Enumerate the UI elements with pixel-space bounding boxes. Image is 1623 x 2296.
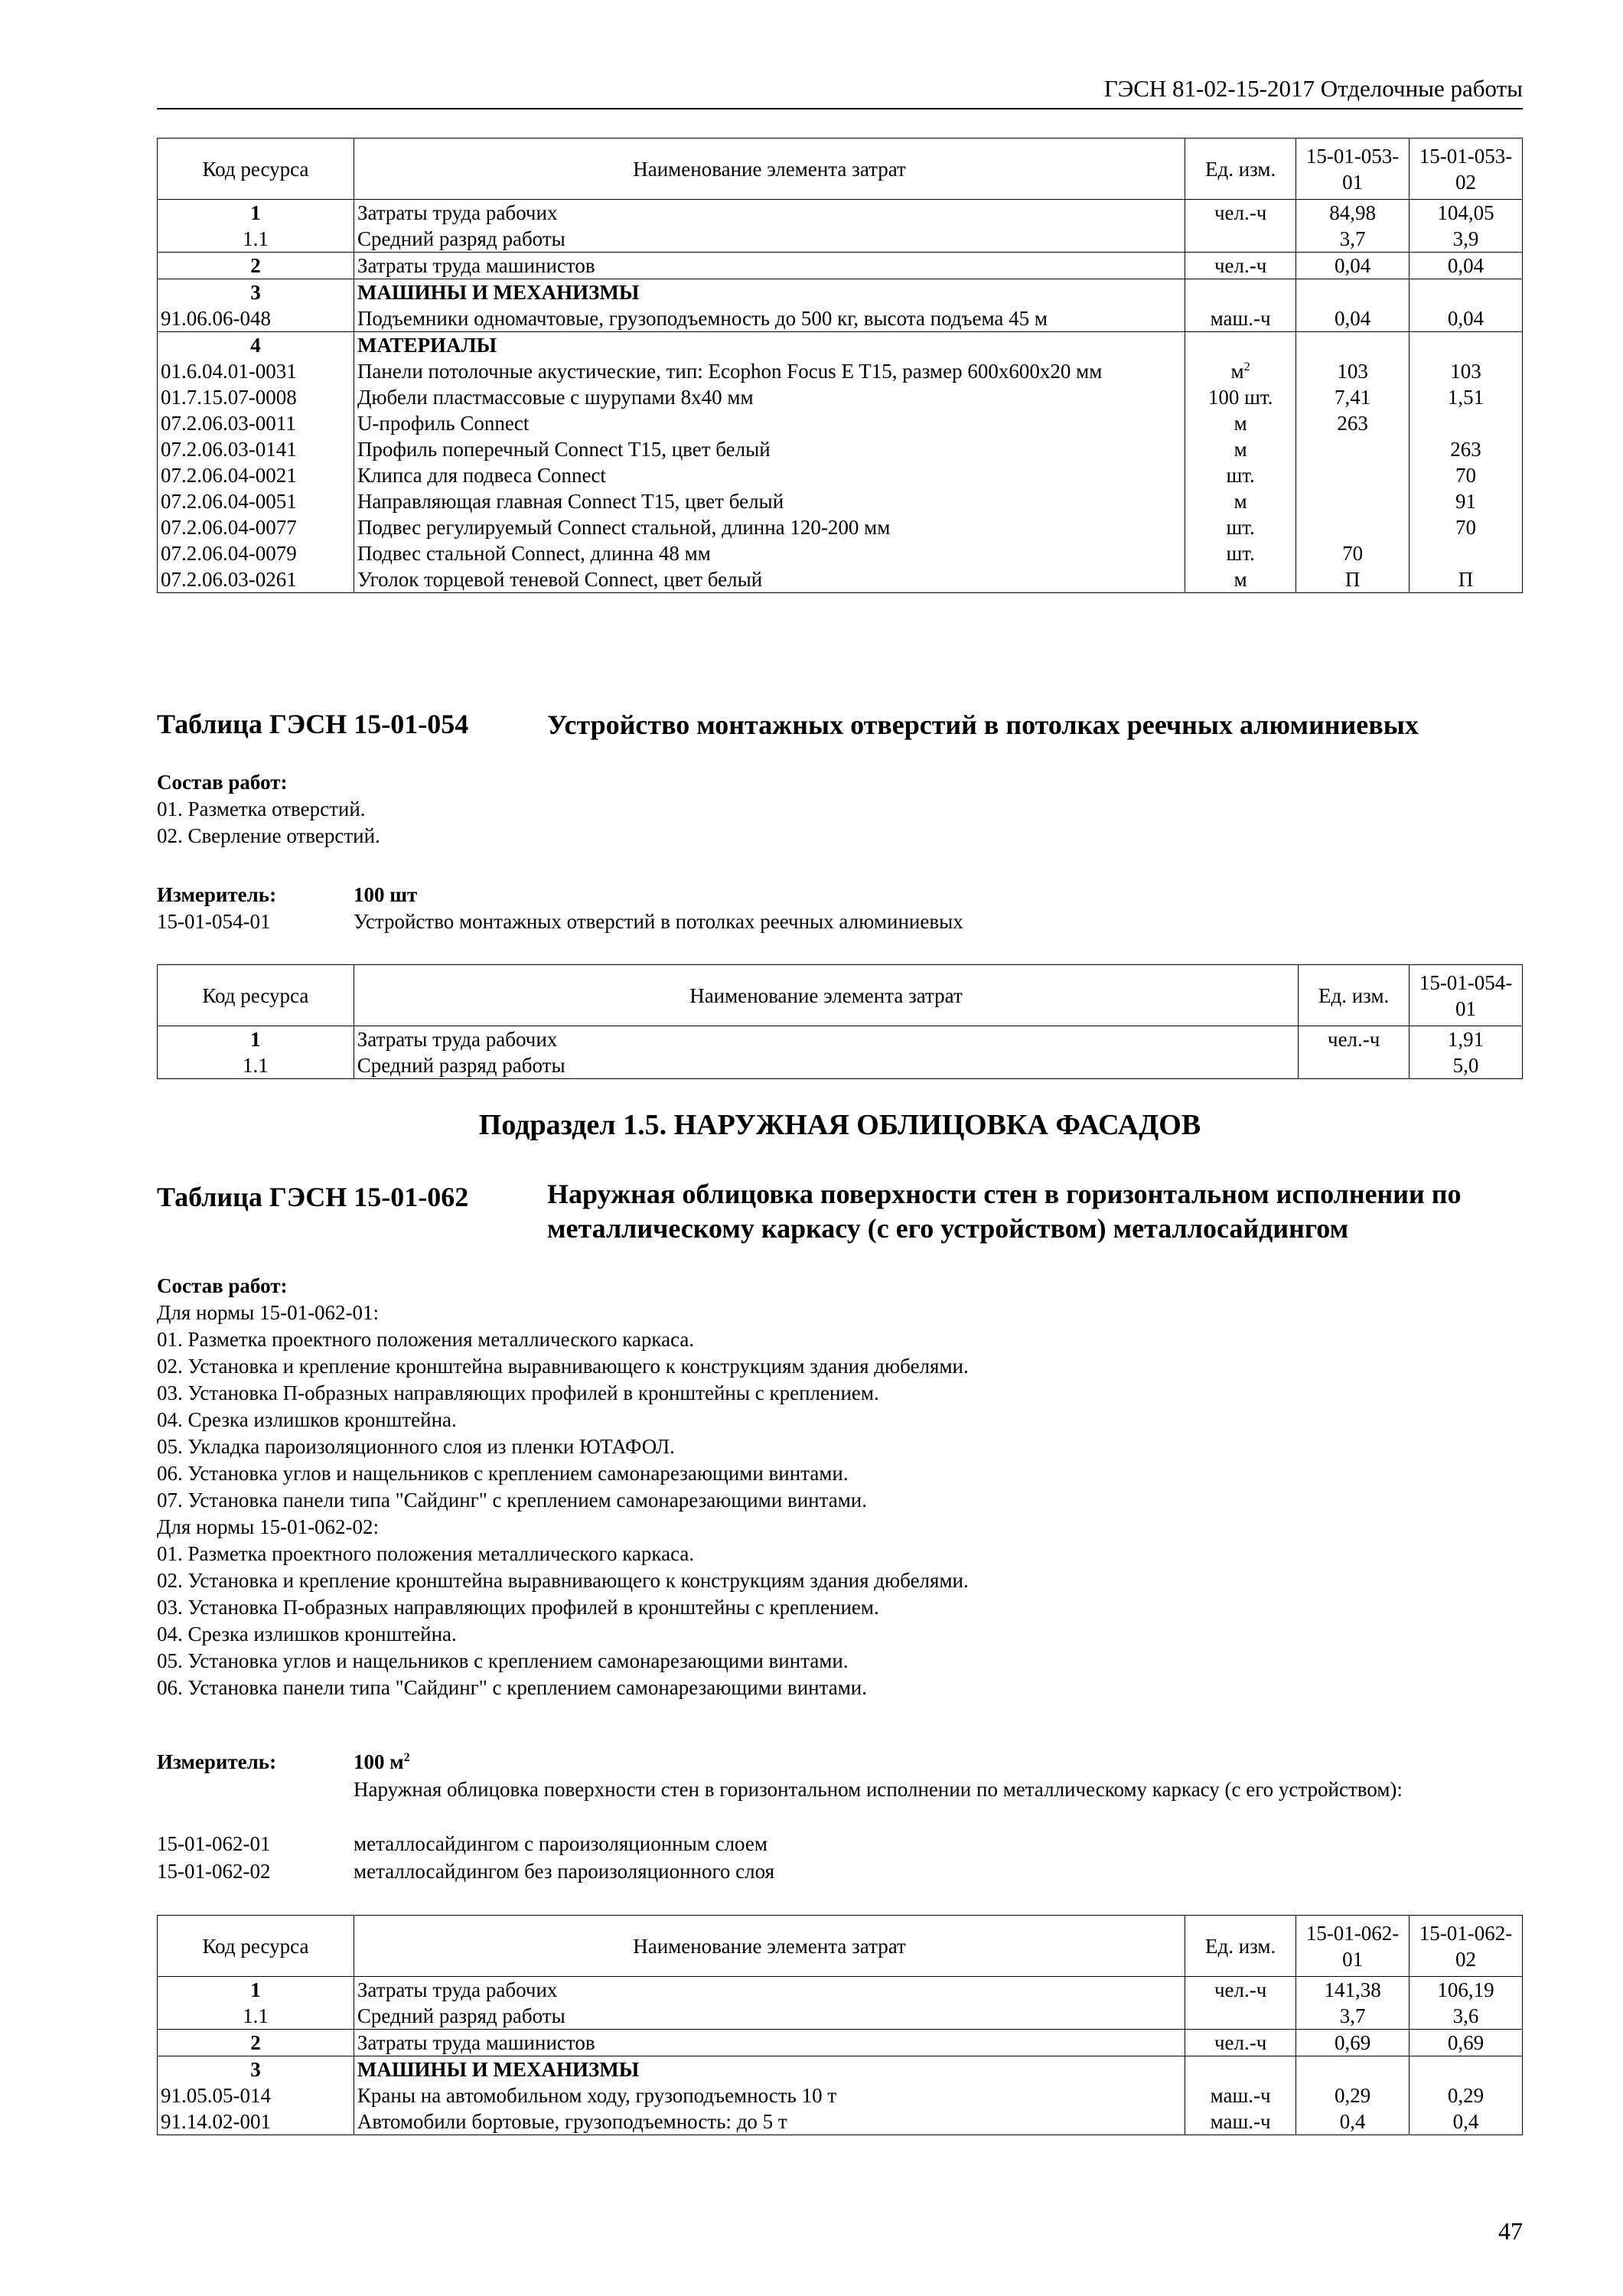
col-header-code: Код ресурса: [158, 1916, 354, 1977]
work-item: 02. Сверление отверстий.: [157, 824, 380, 847]
cell-code: 07.2.06.03-0141: [158, 436, 354, 462]
col-header-unit: Ед. изм.: [1299, 965, 1410, 1026]
norm-text: Устройство монтажных отверстий в потолках реечных алюминиевых: [354, 910, 963, 933]
cell-name: Уголок торцевой теневой Connect, цвет белый: [354, 566, 1185, 593]
cell-value: 3,7: [1296, 2003, 1410, 2030]
cell-value: 0,04: [1410, 253, 1523, 279]
work-item: 04. Срезка излишков кронштейна.: [157, 1623, 457, 1645]
table-row: [158, 200, 1523, 227]
cell-value: 141,38: [1296, 1977, 1410, 2004]
cell-value: [1296, 514, 1410, 540]
table-062-description: Наружная облицовка поверхности стен в горизонтальном исполнении по металлическому каркасу (с его устройством) металлосайдингом: [547, 1179, 1462, 1244]
cell-unit: м: [1185, 436, 1296, 462]
table-row: [158, 226, 1523, 253]
cell-name: Профиль поперечный Connect T15, цвет белый: [354, 436, 1185, 462]
cell-name: Панели потолочные акустические, тип: Ecophon Focus E T15, размер 600x600x20 мм: [354, 358, 1185, 384]
table-row: [158, 2003, 1523, 2030]
cell-code: 07.2.06.04-0077: [158, 514, 354, 540]
cell-value: 0,04: [1410, 305, 1523, 332]
col-header-code: Код ресурса: [158, 965, 354, 1026]
table-row: [158, 332, 1523, 359]
cell-value: 103: [1410, 358, 1523, 384]
header-rule: [157, 108, 1523, 109]
cell-code: 1.1: [158, 226, 354, 253]
cell-value: 103: [1296, 358, 1410, 384]
cell-name: Клипса для подвеса Connect: [354, 462, 1185, 488]
works-054: [157, 769, 380, 850]
meter-value: 100 шт: [354, 883, 418, 906]
cell-value: [1410, 540, 1523, 566]
cell-name: Затраты труда рабочих: [354, 1026, 1298, 1053]
work-item: 07. Установка панели типа "Сайдинг" с креплением самонарезающими винтами.: [157, 1489, 868, 1512]
cell-name: Затраты труда рабочих: [354, 200, 1185, 227]
page: [157, 0, 1523, 2296]
cell-value: 0,69: [1410, 2030, 1523, 2056]
col-header-name: Наименование элемента затрат: [354, 1916, 1185, 1977]
cell-value: 0,29: [1410, 2082, 1523, 2108]
table-row: [158, 540, 1523, 566]
work-item: Для нормы 15-01-062-01:: [157, 1301, 380, 1324]
cell-unit: чел.-ч: [1185, 1977, 1296, 2004]
meter-description: Наружная облицовка поверхности стен в горизонтальном исполнении по металлическому каркасу (с его устройством):: [354, 1778, 1403, 1801]
col-header-norm-2: 15-01-053-02: [1410, 139, 1523, 200]
cell-value: 0,4: [1296, 2108, 1410, 2135]
subsection-heading: Подраздел 1.5. НАРУЖНАЯ ОБЛИЦОВКА ФАСАДОВ: [478, 1109, 1201, 1141]
table-row: [158, 384, 1523, 410]
cell-code: 1: [158, 1977, 354, 2004]
cell-unit: шт.: [1185, 540, 1296, 566]
work-item: 01. Разметка отверстий.: [157, 797, 366, 820]
cell-unit: [1185, 226, 1296, 253]
table-row: [158, 436, 1523, 462]
cell-value: 0,04: [1296, 305, 1410, 332]
cell-value: [1410, 279, 1523, 306]
meter-value: 100 $м^2$: [354, 1750, 410, 1773]
work-item: Для нормы 15-01-062-02:: [157, 1515, 380, 1538]
cell-name: Затраты труда машинистов: [354, 2030, 1185, 2056]
work-item: 04. Срезка излишков кронштейна.: [157, 1408, 457, 1431]
table-row: [158, 305, 1523, 332]
cell-value: 1,91: [1410, 1026, 1523, 1053]
cell-unit: чел.-ч: [1185, 253, 1296, 279]
cell-unit: [1185, 2003, 1296, 2030]
cell-name: Краны на автомобильном ходу, грузоподъемность 10 т: [354, 2082, 1185, 2108]
table-row: [158, 566, 1523, 593]
cell-value: 3,6: [1410, 2003, 1523, 2030]
cell-value: [1410, 410, 1523, 436]
cell-name: Подвес регулируемый Connect стальной, длинна 120-200 мм: [354, 514, 1185, 540]
cell-unit: маш.-ч: [1185, 305, 1296, 332]
col-header-norm-1: 15-01-062-01: [1296, 1916, 1410, 1977]
cell-code: 1: [158, 200, 354, 227]
cell-value: [1296, 2056, 1410, 2083]
cell-name: Подвес стальной Connect, длинна 48 мм: [354, 540, 1185, 566]
table-row: [158, 1052, 1523, 1079]
cell-code: 07.2.06.03-0261: [158, 566, 354, 593]
cell-value: 263: [1410, 436, 1523, 462]
cell-value: 0,69: [1296, 2030, 1410, 2056]
cell-code: 3: [158, 279, 354, 306]
cell-unit: [1185, 2056, 1296, 2083]
cell-value: П: [1296, 566, 1410, 593]
meter-label: Измеритель:: [157, 883, 277, 906]
work-item: 03. Установка П-образных направляющих профилей в кронштейны с креплением.: [157, 1381, 879, 1404]
cell-unit: [1185, 332, 1296, 359]
work-item: 06. Установка панели типа "Сайдинг" с креплением самонарезающими винтами.: [157, 1676, 868, 1699]
cell-value: 7,41: [1296, 384, 1410, 410]
cell-unit: м: [1185, 566, 1296, 593]
work-item: 01. Разметка проектного положения металлического каркаса.: [157, 1542, 695, 1565]
col-header-name: Наименование элемента затрат: [354, 965, 1298, 1026]
cell-code: 3: [158, 2056, 354, 2083]
work-item: 03. Установка П-образных направляющих профилей в кронштейны с креплением.: [157, 1596, 879, 1619]
resource-table-062: [157, 1915, 1523, 2135]
resource-table-054: [157, 964, 1523, 1079]
cell-value: 0,4: [1410, 2108, 1523, 2135]
cell-code: 07.2.06.04-0079: [158, 540, 354, 566]
work-item: 06. Установка углов и нащельников с креплением самонарезающими винтами.: [157, 1462, 849, 1485]
cell-value: [1410, 2056, 1523, 2083]
table-row: [158, 2056, 1523, 2083]
meter-label: Измеритель:: [157, 1750, 277, 1773]
cell-value: [1410, 332, 1523, 359]
norm-code: 15-01-054-01: [157, 910, 271, 933]
cell-value: 3,9: [1410, 226, 1523, 253]
table-row: [158, 279, 1523, 306]
cell-name: Подъемники одномачтовые, грузоподъемность до 500 кг, высота подъема 45 м: [354, 305, 1185, 332]
work-item: 01. Разметка проектного положения металлического каркаса.: [157, 1328, 695, 1351]
cell-unit: шт.: [1185, 514, 1296, 540]
table-row: [158, 2030, 1523, 2056]
cell-name: Средний разряд работы: [354, 1052, 1298, 1079]
cell-unit: шт.: [1185, 462, 1296, 488]
cell-code: 1.1: [158, 2003, 354, 2030]
col-header-norm-1: 15-01-054-01: [1410, 965, 1523, 1026]
works-label: Состав работ:: [157, 1274, 288, 1297]
page-number: 47: [1498, 2217, 1523, 2245]
cell-value: [1296, 488, 1410, 514]
cell-name: Затраты труда рабочих: [354, 1977, 1185, 2004]
cell-value: П: [1410, 566, 1523, 593]
cell-value: 263: [1296, 410, 1410, 436]
cell-code: 2: [158, 2030, 354, 2056]
cell-unit: 100 шт.: [1185, 384, 1296, 410]
cell-unit: маш.-ч: [1185, 2082, 1296, 2108]
table-row: [158, 253, 1523, 279]
cell-unit: чел.-ч: [1299, 1026, 1410, 1053]
cell-value: 0,04: [1296, 253, 1410, 279]
table-row: [158, 2108, 1523, 2135]
cell-value: 1,51: [1410, 384, 1523, 410]
work-item: 05. Установка углов и нащельников с креплением самонарезающими винтами.: [157, 1649, 849, 1672]
cell-value: 70: [1410, 514, 1523, 540]
cell-unit: $м^2$: [1185, 358, 1296, 384]
norm-code: 15-01-062-02: [157, 1860, 271, 1883]
works-062: [157, 1273, 969, 1701]
cell-code: 07.2.06.04-0051: [158, 488, 354, 514]
cell-value: 0,29: [1296, 2082, 1410, 2108]
cell-unit: маш.-ч: [1185, 2108, 1296, 2135]
cell-value: 3,7: [1296, 226, 1410, 253]
table-row: [158, 358, 1523, 384]
cell-unit: м: [1185, 488, 1296, 514]
cell-value: 106,19: [1410, 1977, 1523, 2004]
table-054-title: Таблица ГЭСН 15-01-054: [157, 709, 469, 739]
table-row: [158, 488, 1523, 514]
norm-text: металлосайдингом без пароизоляционного слоя: [354, 1860, 774, 1883]
col-header-unit: Ед. изм.: [1185, 1916, 1296, 1977]
work-item: 05. Укладка пароизоляционного слоя из пленки ЮТАФОЛ.: [157, 1435, 675, 1458]
cell-unit: чел.-ч: [1185, 2030, 1296, 2056]
norm-code: 15-01-062-01: [157, 1832, 271, 1855]
cell-name: Направляющая главная Connect T15, цвет белый: [354, 488, 1185, 514]
cell-code: 1.1: [158, 1052, 354, 1079]
cell-unit: м: [1185, 410, 1296, 436]
table-row: [158, 1026, 1523, 1053]
resource-table-053: [157, 138, 1523, 593]
cell-code: 01.7.15.07-0008: [158, 384, 354, 410]
col-header-name: Наименование элемента затрат: [354, 139, 1185, 200]
table-row: [158, 2082, 1523, 2108]
table-062-title: Таблица ГЭСН 15-01-062: [157, 1182, 469, 1212]
col-header-code: Код ресурса: [158, 139, 354, 200]
cell-value: 91: [1410, 488, 1523, 514]
cell-code: 07.2.06.04-0021: [158, 462, 354, 488]
col-header-norm-2: 15-01-062-02: [1410, 1916, 1523, 1977]
cell-name: МАШИНЫ И МЕХАНИЗМЫ: [354, 279, 1185, 306]
cell-value: 84,98: [1296, 200, 1410, 227]
cell-code: 1: [158, 1026, 354, 1053]
cell-value: [1296, 462, 1410, 488]
cell-code: 91.14.02-001: [158, 2108, 354, 2135]
cell-name: Автомобили бортовые, грузоподъемность: до 5 т: [354, 2108, 1185, 2135]
table-row: [158, 514, 1523, 540]
cell-value: 104,05: [1410, 200, 1523, 227]
work-item: 02. Установка и крепление кронштейна выравнивающего к конструкциям здания дюбелями.: [157, 1355, 969, 1378]
cell-unit: чел.-ч: [1185, 200, 1296, 227]
cell-name: U-профиль Connect: [354, 410, 1185, 436]
cell-name: Средний разряд работы: [354, 226, 1185, 253]
cell-code: 4: [158, 332, 354, 359]
running-title: ГЭСН 81-02-15-2017 Отделочные работы: [1103, 75, 1523, 102]
col-header-unit: Ед. изм.: [1185, 139, 1296, 200]
cell-name: МАШИНЫ И МЕХАНИЗМЫ: [354, 2056, 1185, 2083]
cell-value: 5,0: [1410, 1052, 1523, 1079]
cell-value: [1296, 436, 1410, 462]
cell-unit: [1185, 279, 1296, 306]
table-row: [158, 1977, 1523, 2004]
cell-value: 70: [1296, 540, 1410, 566]
col-header-norm-1: 15-01-053-01: [1296, 139, 1410, 200]
works-label: Состав работ:: [157, 771, 288, 794]
table-row: [158, 462, 1523, 488]
cell-value: [1296, 279, 1410, 306]
cell-name: Затраты труда машинистов: [354, 253, 1185, 279]
cell-name: Средний разряд работы: [354, 2003, 1185, 2030]
cell-name: МАТЕРИАЛЫ: [354, 332, 1185, 359]
cell-code: 91.05.05-014: [158, 2082, 354, 2108]
norm-text: металлосайдингом с пароизоляционным слоем: [354, 1832, 768, 1855]
cell-value: 70: [1410, 462, 1523, 488]
table-row: [158, 410, 1523, 436]
cell-unit: [1299, 1052, 1410, 1079]
work-item: 02. Установка и крепление кронштейна выравнивающего к конструкциям здания дюбелями.: [157, 1569, 969, 1592]
cell-code: 01.6.04.01-0031: [158, 358, 354, 384]
cell-value: [1296, 332, 1410, 359]
cell-code: 2: [158, 253, 354, 279]
cell-code: 07.2.06.03-0011: [158, 410, 354, 436]
cell-name: Дюбели пластмассовые с шурупами 8x40 мм: [354, 384, 1185, 410]
cell-code: 91.06.06-048: [158, 305, 354, 332]
table-054-description: Устройство монтажных отверстий в потолках реечных алюминиевых: [547, 709, 1419, 740]
